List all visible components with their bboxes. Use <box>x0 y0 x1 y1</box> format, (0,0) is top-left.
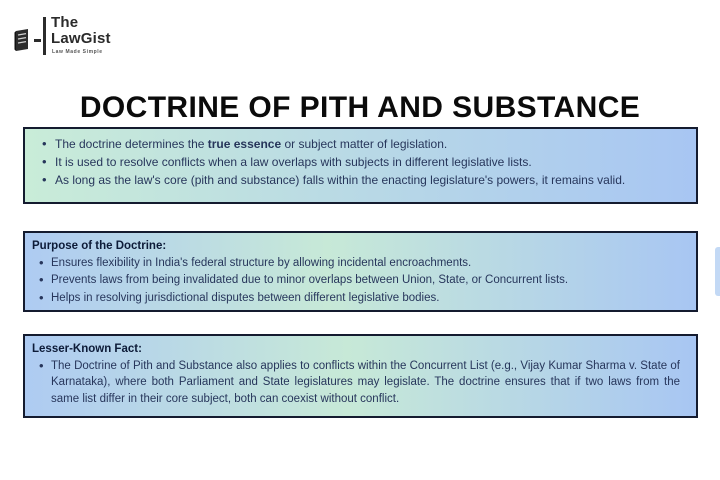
key-points-box <box>23 127 698 204</box>
bullet-text-bold: true essence <box>207 137 282 151</box>
brand-name-line1: The <box>51 14 79 31</box>
brand-tagline: Law Made Simple <box>52 49 103 55</box>
page-title: DOCTRINE OF PITH AND SUBSTANCE <box>79 91 641 125</box>
purpose-box <box>23 231 698 312</box>
fact-list <box>25 357 696 407</box>
logo-divider-bar <box>43 17 46 55</box>
purpose-heading: Purpose of the Doctrine: <box>32 240 167 252</box>
key-points-list <box>25 129 696 189</box>
brand-logo <box>10 13 150 61</box>
logo-dash <box>34 39 41 42</box>
list-item: • As long as the law's core (pith and substance) falls within the enacting legislature's powers, it remains valid. <box>31 172 684 189</box>
list-item: • Prevents laws from being invalidated due to minor overlaps between Union, State, or Concurrent lists. <box>31 272 684 288</box>
list-item: • It is used to resolve conflicts when a law overlaps with subjects in different legislative lists. <box>31 154 684 171</box>
book-icon <box>12 29 32 51</box>
list-item: • Helps in resolving jurisdictional disputes between different legislative bodies. <box>31 290 684 306</box>
fact-box <box>23 334 698 418</box>
list-item: • The Doctrine of Pith and Substance also applies to conflicts within the Concurrent List (e.g., Vijay Kumar Sharma v. State of Karnataka), where both Parliament and State legislatures may legislate. The doctrine ensures that if two laws from the same list differ in their core subject, both can coexist without conflict. <box>31 358 684 407</box>
brand-name-line2: LawGist <box>51 30 111 47</box>
purpose-list <box>25 254 696 306</box>
list-item <box>31 136 684 153</box>
bullet-text-pre: The doctrine determines the <box>55 137 208 151</box>
bullet-text-post: or subject matter of legislation. <box>281 137 448 151</box>
fact-heading: Lesser-Known Fact: <box>32 343 142 355</box>
list-item: • Ensures flexibility in India's federal structure by allowing incidental encroachments. <box>31 255 684 271</box>
brand-wordmark <box>51 15 111 46</box>
clipped-box-edge <box>715 247 720 296</box>
